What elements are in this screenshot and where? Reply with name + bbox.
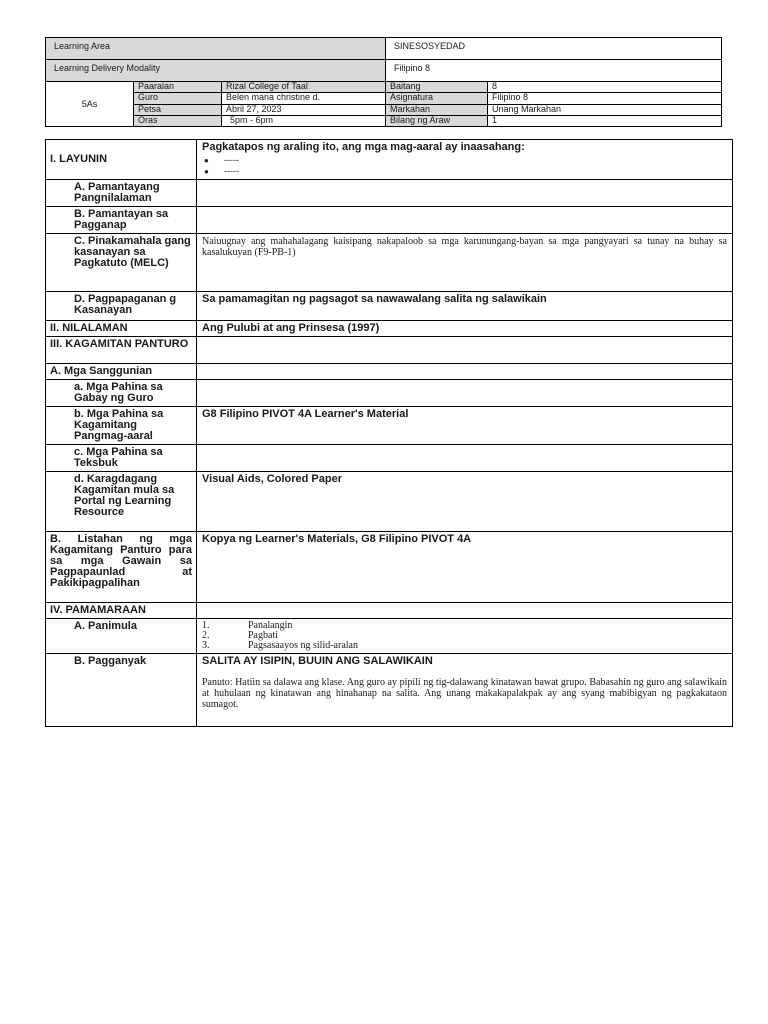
markahan-value: Unang Markahan <box>488 104 722 115</box>
melc-row <box>46 234 733 292</box>
nilalaman-row <box>46 321 733 337</box>
kagamitang-pangmag-aaral-label: b. Mga Pahina sa Kagamitang Pangmag-aaral <box>46 407 197 445</box>
melc-value: Naiuugnay ang mahahalagang kaisipang nakapaloob sa mga karunungang-bayan sa mga pangyayari sa tunay na buhay sa kasalukuyan (F9-PB-1) <box>197 234 733 292</box>
asignatura-label: Asignatura <box>386 93 488 104</box>
pamantayang-pangnilalaman-row <box>46 180 733 207</box>
layunin-cell <box>197 140 733 180</box>
learning-area-label: Learning Area <box>46 38 386 60</box>
five-as-label: 5As <box>46 82 134 127</box>
panimula-row <box>46 619 733 654</box>
info-row-guro <box>46 93 722 104</box>
layunin-label: I. LAYUNIN <box>46 140 197 180</box>
layunin-row <box>46 140 733 180</box>
pamamaraan-label: IV. PAMAMARAAN <box>46 603 197 619</box>
kagamitang-pangmag-aaral-row <box>46 407 733 445</box>
paaralan-value: Rizal College of Taal <box>222 82 386 93</box>
sanggunian-value <box>197 364 733 380</box>
pamantayan-pagganap-label: B. Pamantayan sa Pagganap <box>46 207 197 234</box>
paaralan-label: Paaralan <box>134 82 222 93</box>
layunin-intro: Pagkatapos ng araling ito, ang mga mag-aaral ay inaasahang: <box>202 141 525 153</box>
oras-value: 5pm - 6pm <box>222 115 386 126</box>
list-item <box>202 621 727 631</box>
pamantayang-pangnilalaman-value <box>197 180 733 207</box>
panimula-cell <box>197 619 733 654</box>
panimula-label: A. Panimula <box>46 619 197 654</box>
info-row-petsa <box>46 104 722 115</box>
pamantayan-pagganap-row <box>46 207 733 234</box>
pagganyak-instructions: Panuto: Hatiin sa dalawa ang klase. Ang guro ay pipili ng tig-dalawang kinatawan bawat grupo. Babasahin ng guro ang salawikain at huhulaan ng kinatawan ang hinahanap na salita. Ang unang makakapalakpak ay ang syang mabibigyan ng pagkakataon sumagot. <box>202 677 727 710</box>
modality-row <box>46 60 722 82</box>
gabay-guro-label: a. Mga Pahina sa Gabay ng Guro <box>46 380 197 407</box>
pagpapaganang-kasanayan-label: D. Pagpapaganan g Kasanayan <box>46 292 197 321</box>
baitang-label: Baitang <box>386 82 488 93</box>
pamamaraan-value <box>197 603 733 619</box>
teksbuk-label: c. Mga Pahina sa Teksbuk <box>46 445 197 472</box>
list-item: ● ----- <box>224 166 727 177</box>
petsa-value: Abril 27, 2023 <box>222 104 386 115</box>
lesson-plan-table <box>45 139 733 727</box>
step-number: 2. <box>202 630 210 641</box>
panimula-step-list <box>202 621 727 651</box>
step-number: 1. <box>202 620 210 631</box>
listahan-label: B. Listahan ng mga Kagamitang Panturo para sa mga Gawain sa Pagpapaunlad at Pakikipagpalihan <box>46 532 197 603</box>
step-text: Pagbati <box>248 630 278 641</box>
karagdagang-kagamitan-label: d. Karagdagang Kagamitan mula sa Portal ng Learning Resource <box>46 472 197 532</box>
nilalaman-label: II. NILALAMAN <box>46 321 197 337</box>
pagganyak-label: B. Pagganyak <box>46 654 197 727</box>
layunin-bullet-list <box>202 155 727 177</box>
info-row-paaralan <box>46 82 722 93</box>
bilang-value: 1 <box>488 115 722 126</box>
list-item <box>202 641 727 651</box>
petsa-label: Petsa <box>134 104 222 115</box>
kagamitan-row <box>46 337 733 364</box>
guro-label: Guro <box>134 93 222 104</box>
teksbuk-value <box>197 445 733 472</box>
step-text: Panalangin <box>248 620 293 631</box>
listahan-value: Kopya ng Learner's Materials, G8 Filipino PIVOT 4A <box>197 532 733 603</box>
guro-value: Belen maria christine d. <box>222 93 386 104</box>
oras-label: Oras <box>134 115 222 126</box>
pagganyak-title: SALITA AY ISIPIN, BUUIN ANG SALAWIKAIN <box>202 655 433 667</box>
gabay-guro-value <box>197 380 733 407</box>
nilalaman-value: Ang Pulubi at ang Prinsesa (1997) <box>197 321 733 337</box>
modality-value: Filipino 8 <box>386 60 722 82</box>
modality-label: Learning Delivery Modality <box>46 60 386 82</box>
pagganyak-cell <box>197 654 733 727</box>
markahan-label: Markahan <box>386 104 488 115</box>
karagdagang-kagamitan-row <box>46 472 733 532</box>
kagamitan-value <box>197 337 733 364</box>
learning-area-row <box>46 38 722 60</box>
pagpapaganang-kasanayan-value: Sa pamamagitan ng pagsagot sa nawawalang salita ng salawikain <box>197 292 733 321</box>
list-item: ● ----- <box>224 155 727 166</box>
baitang-value: 8 <box>488 82 722 93</box>
pagpapaganang-kasanayan-row <box>46 292 733 321</box>
gabay-guro-row <box>46 380 733 407</box>
learning-area-value: SINESOSYEDAD <box>386 38 722 60</box>
info-row-oras <box>46 115 722 126</box>
asignatura-value: Filipino 8 <box>488 93 722 104</box>
sanggunian-row <box>46 364 733 380</box>
teksbuk-row <box>46 445 733 472</box>
step-text: Pagsasaayos ng silid-aralan <box>248 640 358 651</box>
header-table <box>45 37 722 127</box>
bilang-label: Bilang ng Araw <box>386 115 488 126</box>
melc-label: C. Pinakamahala gang kasanayan sa Pagkatuto (MELC) <box>46 234 197 292</box>
kagamitang-pangmag-aaral-value: G8 Filipino PIVOT 4A Learner's Material <box>197 407 733 445</box>
pamamaraan-row <box>46 603 733 619</box>
pamantayan-pagganap-value <box>197 207 733 234</box>
pagganyak-row <box>46 654 733 727</box>
kagamitan-label: III. KAGAMITAN PANTURO <box>46 337 197 364</box>
step-number: 3. <box>202 640 210 651</box>
sanggunian-label: A. Mga Sanggunian <box>46 364 197 380</box>
karagdagang-kagamitan-value: Visual Aids, Colored Paper <box>197 472 733 532</box>
pamantayang-pangnilalaman-label: A. Pamantayang Pangnilalaman <box>46 180 197 207</box>
listahan-row <box>46 532 733 603</box>
